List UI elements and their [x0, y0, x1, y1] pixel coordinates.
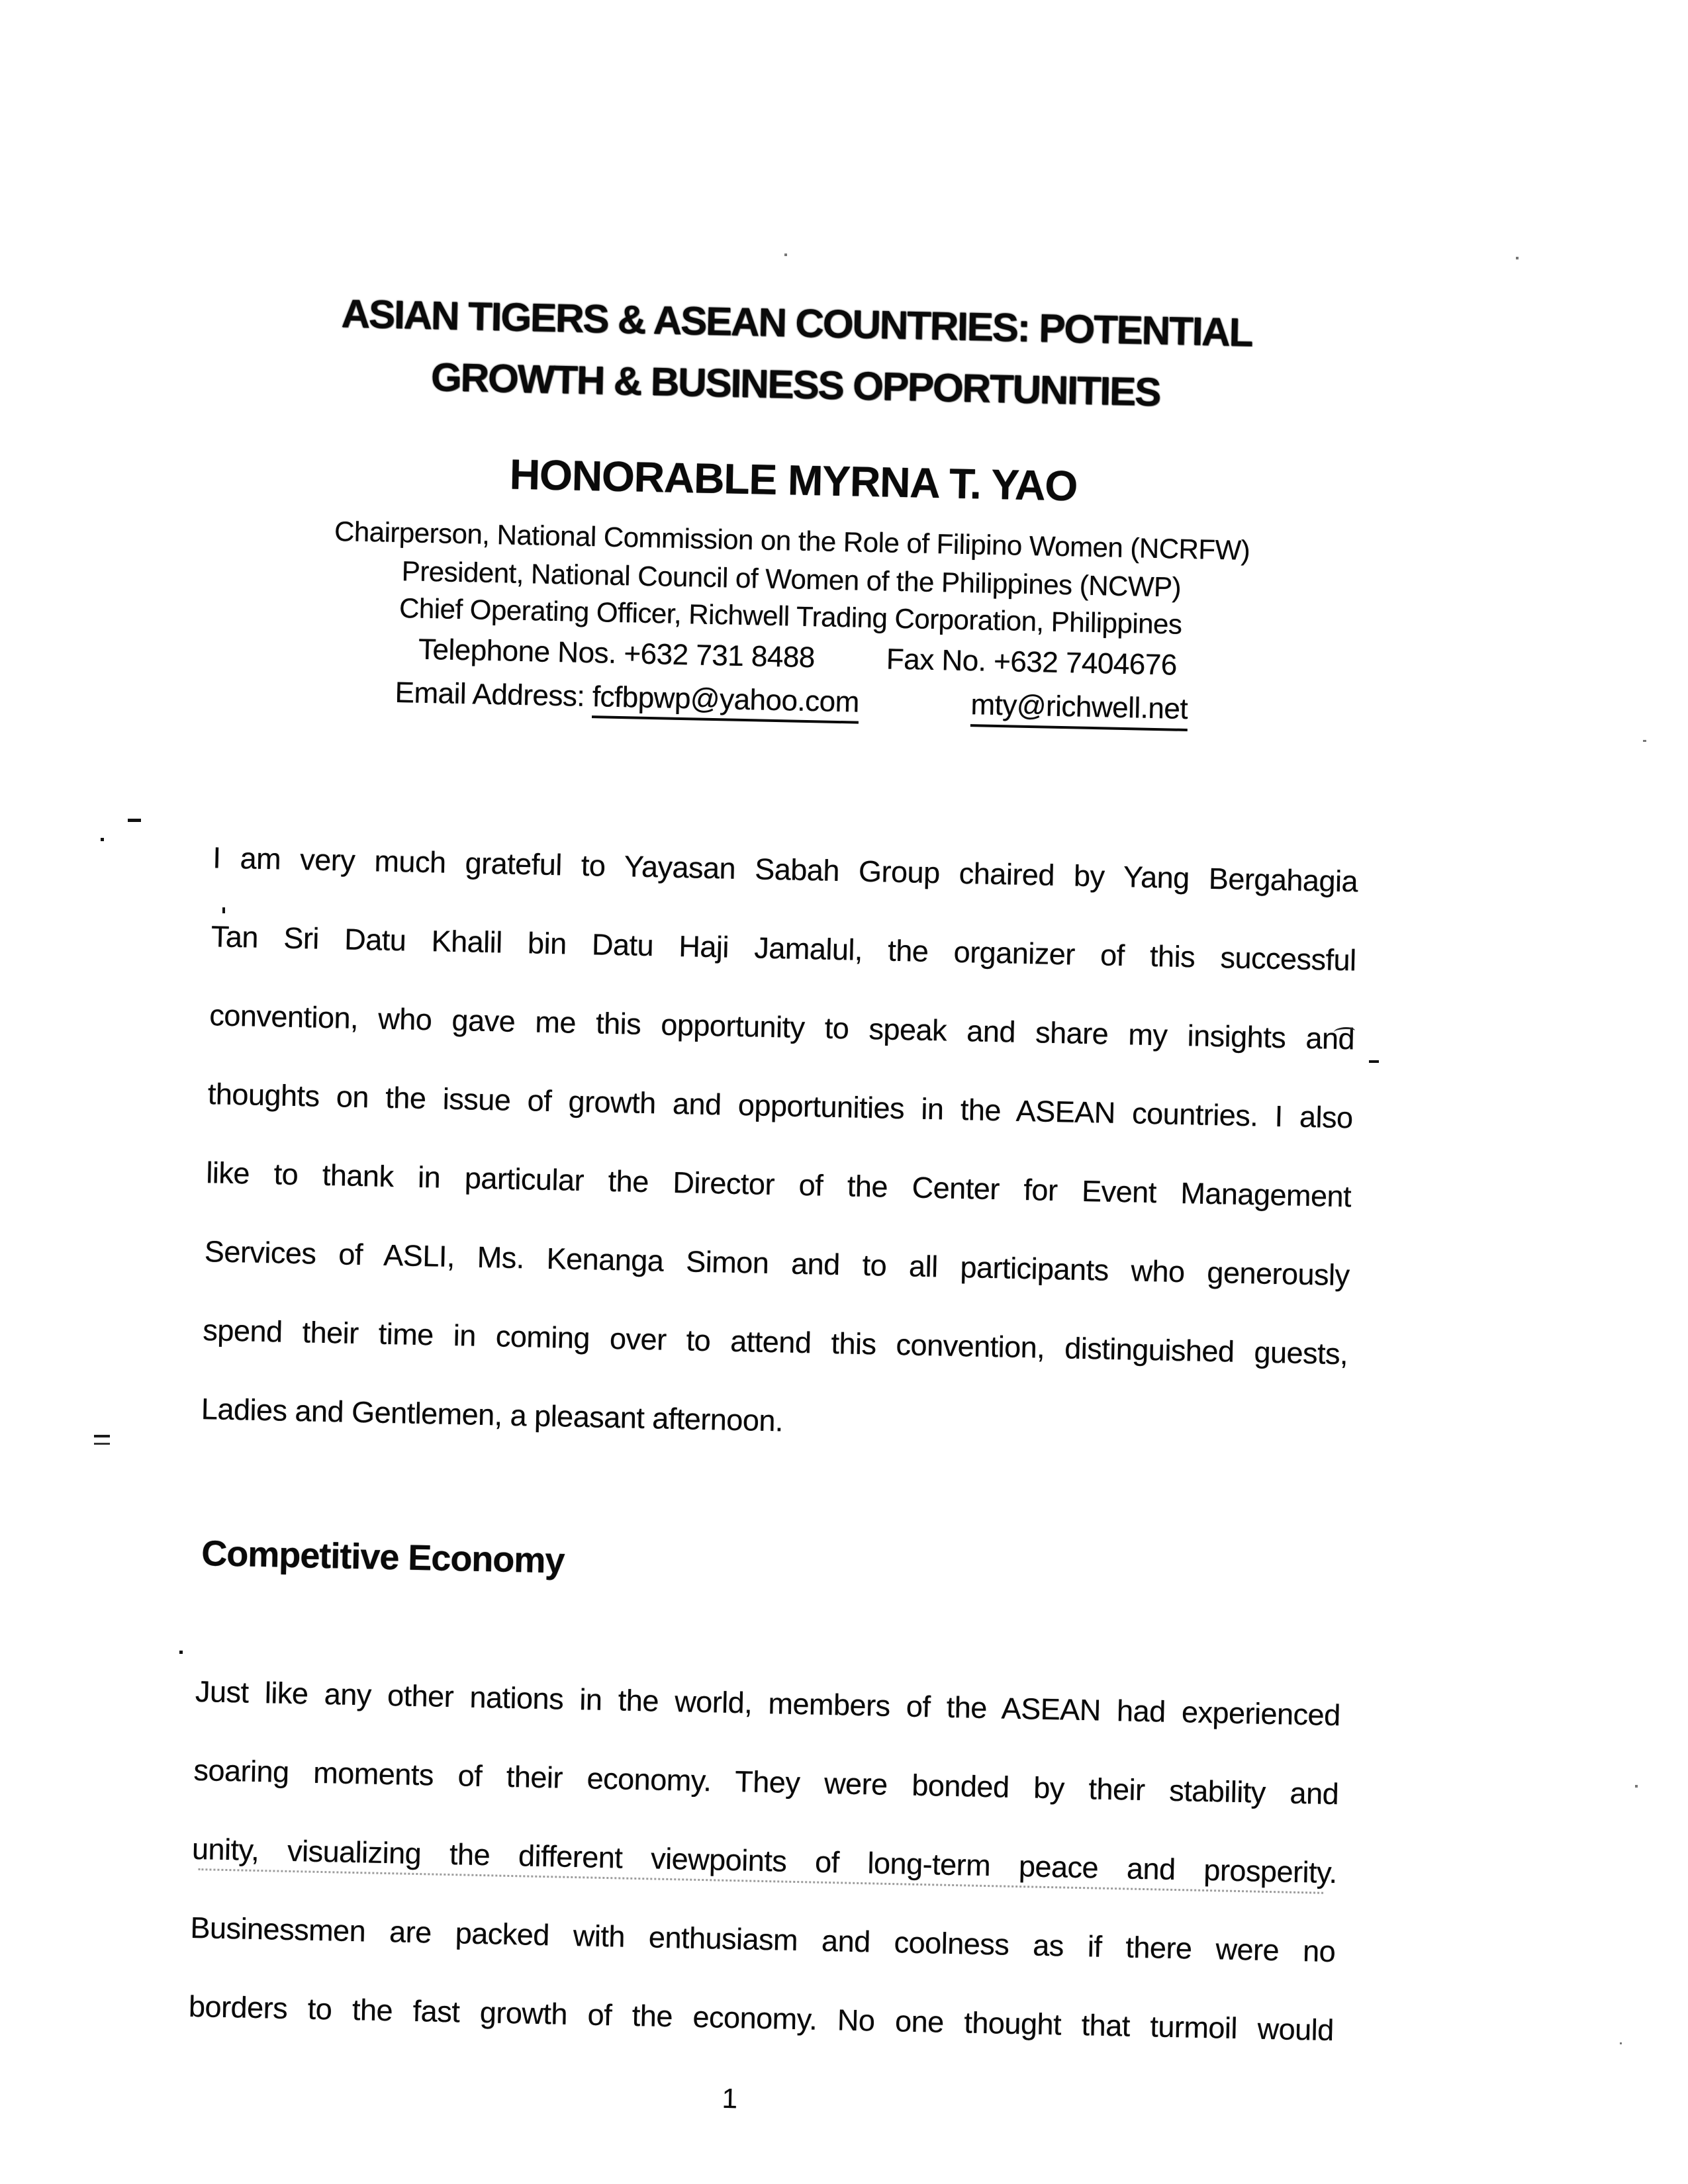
- author-name: HONORABLE MYRNA T. YAO: [509, 450, 1078, 510]
- scan-artifact-speck: [1620, 2042, 1622, 2044]
- author-role-3: Chief Operating Officer, Richwell Trading Corporation, Philippines: [399, 592, 1182, 640]
- paragraph-line: convention, who gave me this opportunity to speak and share my insights and: [209, 998, 1355, 1056]
- paragraph-line: Ladies and Gentlemen, a pleasant afternoon.: [201, 1392, 784, 1438]
- email-row-left: [395, 676, 859, 719]
- paragraph-line: Tan Sri Datu Khalil bin Datu Haji Jamalul, the organizer of this successful: [211, 919, 1357, 978]
- scan-artifact-dot: [179, 1651, 183, 1654]
- author-role-2: President, National Council of Women of the Philippines (NCWP): [401, 555, 1182, 603]
- page-number: 1: [722, 2082, 738, 2115]
- scan-artifact-speck: [1635, 1785, 1638, 1788]
- paragraph-line: Services of ASLI, Ms. Kenanga Simon and to all participants who generously: [204, 1234, 1350, 1293]
- scan-artifact-dash: [128, 819, 141, 822]
- paragraph-line: thoughts on the issue of growth and opportunities in the ASEAN countries. I also: [207, 1077, 1354, 1135]
- scan-artifact-dot: [101, 838, 104, 841]
- paragraph-line: Just like any other nations in the world, members of the ASEAN had experienced: [195, 1674, 1341, 1733]
- paragraph-line: soaring moments of their economy. They were bonded by their stability and: [193, 1752, 1339, 1811]
- email-address-secondary: mty@richwell.net: [970, 688, 1188, 731]
- paragraph-line: like to thank in particular the Director of the Center for Event Management: [205, 1156, 1352, 1214]
- scan-artifact-scratch: [94, 1435, 110, 1445]
- document-title-line-1: ASIAN TIGERS & ASEAN COUNTRIES: POTENTIAL: [341, 291, 1253, 355]
- fax-number: Fax No. +632 7404676: [886, 643, 1178, 682]
- scan-artifact-dash: [1369, 1060, 1379, 1063]
- scan-artifact-speck: [1516, 257, 1519, 259]
- scan-artifact-speck: [1643, 740, 1646, 742]
- scan-artifact-tick: [222, 907, 225, 913]
- paragraph-line: I am very much grateful to Yayasan Sabah Group chaired by Yang Bergahagia: [212, 841, 1358, 899]
- email-label: Email Address:: [395, 676, 585, 713]
- document-title-line-2: GROWTH & BUSINESS OPPORTUNITIES: [430, 354, 1160, 415]
- scan-artifact-squiggle: [1334, 1027, 1355, 1036]
- telephone-number: Telephone Nos. +632 731 8488: [418, 633, 816, 674]
- paragraph-line: borders to the fast growth of the economy. No one thought that turmoil would: [188, 1989, 1335, 2048]
- paragraph-line: Businessmen are packed with enthusiasm and coolness as if there were no: [190, 1910, 1336, 1969]
- author-role-1: Chairperson, National Commission on the Role of Filipino Women (NCRFW): [334, 515, 1250, 566]
- paragraph-line: unity, visualizing the different viewpoints of long-term peace and prosperity.: [191, 1831, 1338, 1890]
- paragraph-line: spend their time in coming over to attend this convention, distinguished guests,: [202, 1313, 1348, 1371]
- email-address-primary: fcfbpwp@yahoo.com: [592, 680, 859, 723]
- scan-artifact-speck: [784, 253, 787, 256]
- section-heading: Competitive Economy: [201, 1533, 565, 1581]
